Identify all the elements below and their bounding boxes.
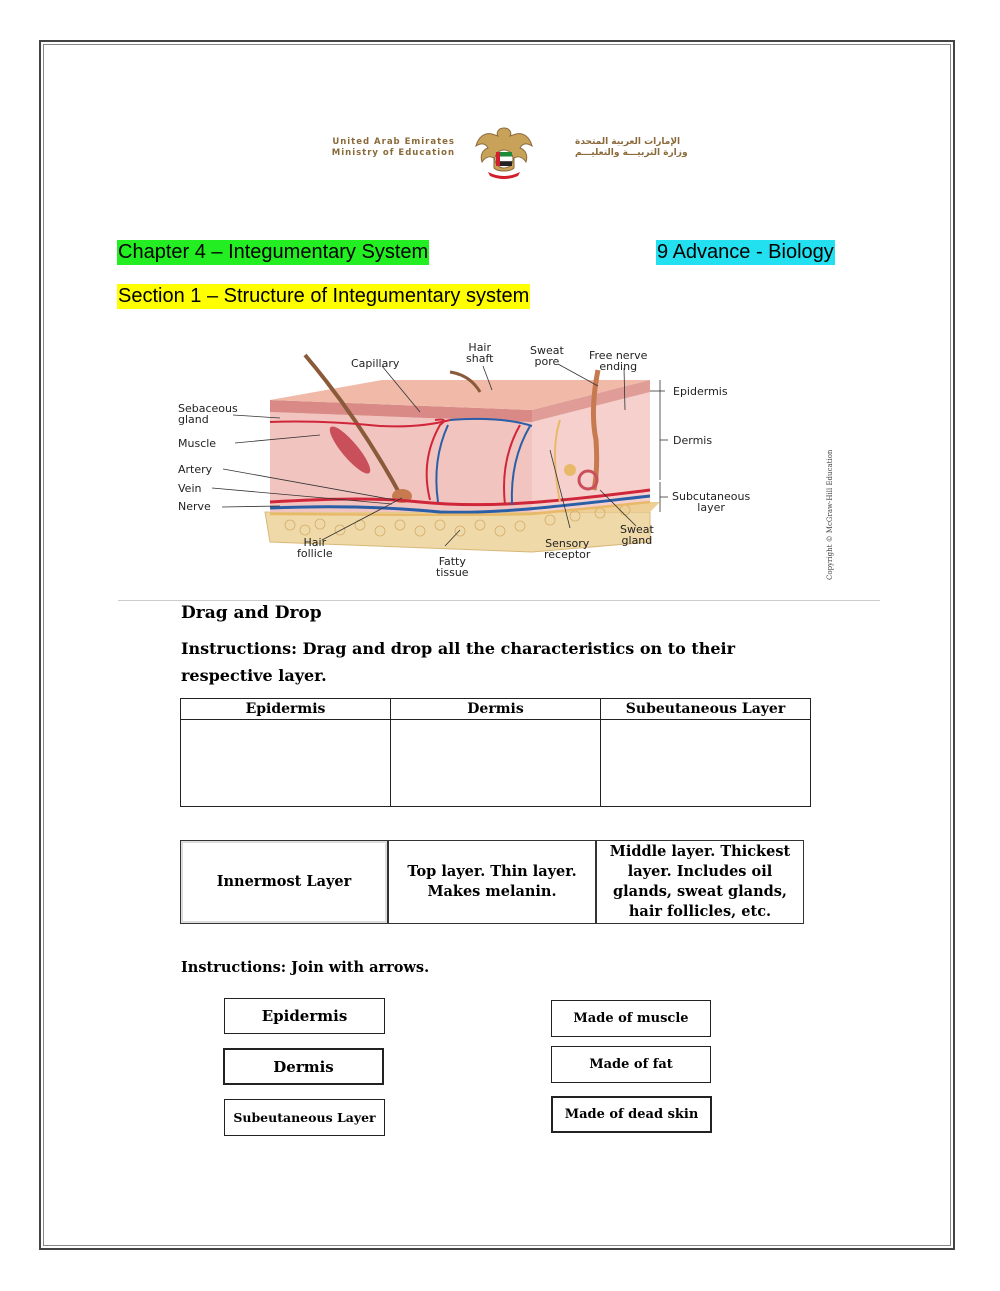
ministry-en-line-1: United Arab Emirates (332, 137, 455, 147)
layer-drop-table (180, 698, 811, 807)
copyright-notice: Copyright © McGraw-Hill Education (826, 449, 834, 580)
join-right-made-of-fat[interactable]: Made of fat (551, 1046, 711, 1083)
label-sebaceous-gland: Sebaceous gland (178, 402, 238, 426)
label-muscle: Muscle (178, 437, 217, 450)
label-vein: Vein (178, 482, 202, 495)
join-left-dermis[interactable]: Dermis (223, 1048, 384, 1085)
drag-drop-instructions: Instructions: Drag and drop all the characteristics on to their respective layer. (181, 639, 736, 685)
label-sweat-pore: Sweat pore (530, 344, 564, 368)
ministry-name-arabic (575, 137, 730, 159)
label-artery: Artery (178, 463, 213, 476)
join-left-epidermis[interactable]: Epidermis (224, 998, 385, 1034)
ministry-en-line-2: Ministry of Education (331, 148, 455, 158)
join-left-subcutaneous[interactable]: Subeutaneous Layer (224, 1099, 385, 1136)
column-header-epidermis: Epidermis (181, 699, 391, 720)
label-capillary: Capillary (351, 357, 400, 370)
drop-zone-subcutaneous[interactable] (601, 720, 811, 807)
label-sensory-receptor: Sensory receptor (544, 537, 591, 561)
skin-diagram (120, 330, 860, 585)
label-sweat-gland: Sweat gland (620, 523, 654, 547)
ministry-ar-line-1: الإمارات العربية المتحدة (575, 137, 681, 147)
label-dermis: Dermis (673, 434, 713, 447)
label-epidermis: Epidermis (673, 385, 728, 398)
class-title: 9 Advance - Biology (657, 241, 834, 263)
ministry-name-english (300, 137, 455, 159)
label-nerve: Nerve (178, 500, 211, 513)
drop-zone-epidermis[interactable] (181, 720, 391, 807)
draggable-card-innermost-layer[interactable]: Innermost Layer (180, 840, 388, 924)
section-divider (118, 600, 880, 601)
ministry-ar-line-2: وزارة التربيـــة والتعليـــم (575, 148, 688, 158)
column-header-dermis: Dermis (391, 699, 601, 720)
drag-drop-title: Drag and Drop (181, 603, 322, 623)
chapter-title: Chapter 4 – Integumentary System (118, 241, 429, 263)
draggable-card-top-layer[interactable]: Top layer. Thin layer. Makes melanin. (388, 840, 596, 924)
section-title: Section 1 – Structure of Integumentary system (118, 285, 530, 307)
draggable-card-middle-layer[interactable]: Middle layer. Thickest layer. Includes oil glands, sweat glands, hair follicles, etc. (596, 840, 804, 924)
label-free-nerve-ending: Free nerve ending (589, 349, 648, 373)
label-subcutaneous-layer: Subcutaneous layer (672, 490, 751, 514)
skin-cross-section-illustration (120, 330, 860, 585)
uae-emblem-icon (474, 124, 534, 180)
column-header-subcutaneous: Subeutaneous Layer (601, 699, 811, 720)
drop-zone-dermis[interactable] (391, 720, 601, 807)
label-hair-follicle: Hair follicle (297, 536, 333, 560)
label-hair-shaft: Hair shaft (466, 341, 494, 365)
label-fatty-tissue: Fatty tissue (436, 555, 469, 579)
join-right-made-of-muscle[interactable]: Made of muscle (551, 1000, 711, 1037)
draggable-cards (180, 840, 804, 924)
join-instructions: Instructions: Join with arrows. (181, 959, 430, 976)
join-right-made-of-dead-skin[interactable]: Made of dead skin (551, 1096, 712, 1133)
